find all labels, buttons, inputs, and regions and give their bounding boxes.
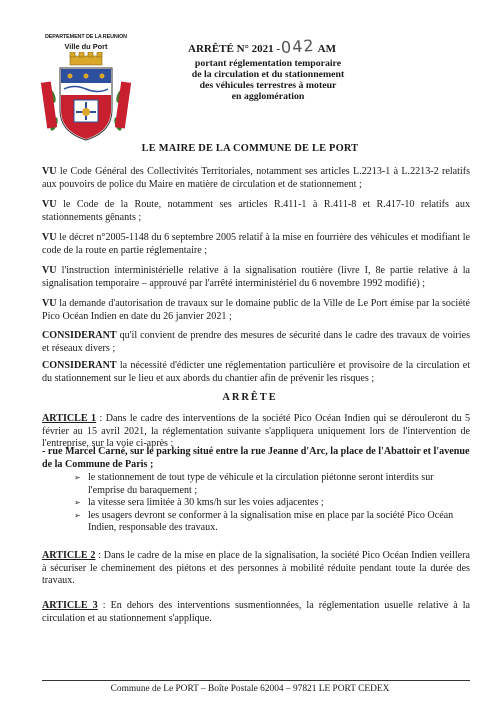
arrete-object: [170, 58, 366, 102]
maire-title: LE MAIRE DE LA COMMUNE DE LE PORT: [141, 143, 359, 154]
considerant-lead: CONSIDERANT: [42, 330, 117, 341]
arrete-number-handwritten: 042: [280, 35, 316, 58]
arrow-bullet-icon: ➢: [74, 473, 81, 482]
considerant-paragraph: [42, 330, 470, 355]
article-2-label: ARTICLE 2: [42, 550, 96, 561]
arrete-suffix: AM: [317, 43, 336, 55]
city-crest-logo: [40, 52, 132, 142]
list-item: [74, 472, 464, 497]
visa-lead: VU: [42, 265, 57, 276]
list-item: [74, 497, 464, 510]
list-item-text: le stationnement de tout type de véhicule et la circulation piétonne seront interdits sur l'emprise du baraquement ;: [88, 472, 434, 496]
list-item-text: les usagers devront se conformer à la signalisation mise en place par la société Pico Océan Indien, responsable des travaux.: [88, 509, 454, 534]
object-line: des véhicules terrestres à moteur: [199, 80, 337, 91]
visa-paragraph: [42, 166, 470, 191]
considerant-text: qu'il convient de prendre des mesures de sécurité dans le cadre des travaux de voiries et réseaux divers ;: [42, 330, 470, 354]
visa-paragraph: [42, 232, 470, 257]
arrete-heading: ARRÊTE: [222, 392, 278, 403]
considerant-text: la nécessité d'édicter une réglementation particulière et provisoire de la circulation et du stationnement sur le lieu et aux abords du chantier afin de prévenir les risques ;: [42, 360, 470, 384]
object-line: portant réglementation temporaire: [194, 58, 342, 69]
article-3: [42, 600, 470, 625]
article-1-street: - rue Marcel Carné, sur le parking situé entre la rue Jeanne d'Arc, la place de l'Abattoir et l'avenue de la Commune de Paris ;: [42, 446, 470, 470]
article-2-text: : Dans le cadre de la mise en place de la signalisation, la société Pico Océan Indien veillera à sécuriser le cheminement des piétons et des personnes à mobilité réduite pendant toute la durée des travaux.: [42, 550, 470, 587]
visa-lead: VU: [42, 298, 57, 309]
visa-paragraph: [42, 265, 470, 290]
article-3-text: : En dehors des interventions susmentionnées, la réglementation usuelle relative à la circulation et au stationnement s'applique.: [42, 600, 470, 624]
article-1-text: : Dans le cadre des interventions de la société Pico Océan Indien qui se dérouleront du 5 février au 15 avril 2021, la réglementation suivante s'appliquera uniquement lors de l'intervention de l'entreprise, sur la voie ci-après :: [42, 413, 470, 450]
arrow-bullet-icon: ➢: [74, 498, 81, 508]
visa-text: le Code de la Route, notamment ses articles R.411-1 à R.411-8 et R.417-10 relatifs aux stationnements gênants ;: [42, 199, 470, 223]
department-label: DEPARTEMENT DE LA REUNION: [45, 34, 127, 40]
visa-paragraph: [42, 298, 470, 323]
visa-text: l'instruction interministérielle relative à la signalisation routière (livre I, 8e partie relative à la signalisation temporaire – approuvé par l'arrêté interministériel du 6 novembre 1992 modifié) ;: [42, 265, 470, 289]
footer-divider: [42, 680, 470, 681]
visa-text: le décret n°2005-1148 du 6 septembre 2005 relatif à la mise en fourrière des véhicules et modifiant le code de la route en partie réglementaire ;: [42, 232, 470, 256]
visa-lead: VU: [42, 199, 57, 210]
article-2: [42, 550, 470, 588]
list-item-text: la vitesse sera limitée à 30 kms/h sur les voies adjacentes ;: [88, 497, 324, 509]
object-line: en agglomération: [231, 91, 305, 102]
visa-lead: VU: [42, 166, 57, 177]
considerant-lead: CONSIDERANT: [42, 360, 117, 371]
article-3-label: ARTICLE 3: [42, 600, 98, 611]
object-line: de la circulation et du stationnement: [191, 69, 345, 80]
visa-text: le Code Général des Collectivités Territoriales, notamment ses articles L.2213-1 à L.2213-2 relatifs aux pouvoirs de police du Maire en matière de circulation et de stationnement ;: [42, 166, 470, 190]
list-item: [74, 510, 464, 535]
arrete-prefix: ARRÊTÉ N° 2021 -: [188, 43, 281, 55]
arrete-number-line: [188, 37, 336, 56]
visa-text: la demande d'autorisation de travaux sur le domaine public de la Ville de Le Port émise par la société Pico Océan Indien en date du 26 janvier 2021 ;: [42, 298, 470, 322]
arrow-bullet-icon: ➢: [74, 510, 81, 520]
footer-address: Commune de Le PORT – Boîte Postale 62004 – 97821 LE PORT CEDEX: [110, 684, 390, 694]
article-1-label: ARTICLE 1: [42, 413, 97, 424]
considerant-paragraph: [42, 360, 470, 385]
article-1-bullet-list: [74, 472, 464, 535]
visa-paragraph: [42, 199, 470, 224]
city-label: Ville du Port: [64, 42, 108, 51]
visa-lead: VU: [42, 232, 57, 243]
